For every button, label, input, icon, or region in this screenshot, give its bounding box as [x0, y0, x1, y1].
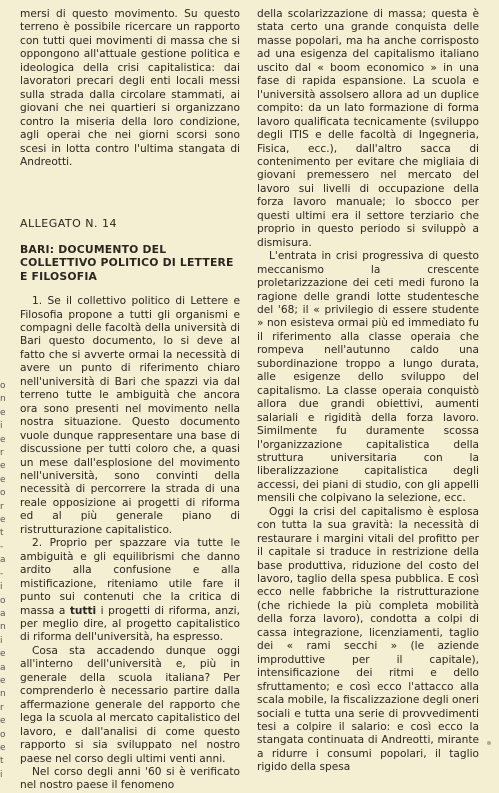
left-margin-fragments [0, 380, 10, 782]
margin-fragment: e [0, 716, 6, 727]
margin-fragment: - [0, 541, 4, 552]
margin-fragment: o [0, 381, 6, 391]
paragraph-2-bold: tutti [69, 604, 97, 617]
section-title: BARI: DOCUMENTO DEL COLLETTIVO POLITICO DI LETTERE E FILOSOFIA [20, 242, 234, 283]
margin-fragment: n [0, 622, 6, 633]
margin-fragment: n [0, 394, 6, 405]
paragraph-2-text-b: i progetti di riforma, anzi, per meglio dire, al progetto capitalistico di riforma dell'università, ha espresso. [20, 604, 240, 644]
margin-fragment: r [0, 702, 4, 713]
margin-fragment: a [0, 608, 6, 619]
margin-fragment: r [0, 448, 4, 459]
margin-fragment: e [0, 434, 6, 445]
margin-fragment: i [0, 635, 3, 646]
paragraph-4: Nel corso degli anni '60 si è verificato nel nostro paese il fenomeno [20, 765, 240, 792]
margin-fragment: i [0, 421, 3, 432]
margin-fragment: o [0, 595, 6, 606]
margin-fragment: e [0, 461, 6, 472]
margin-fragment: r [0, 501, 4, 512]
paragraph-3: Cosa sta accadendo dunque oggi all'interno dell'università e, più in generale della scuola italiana? Per comprenderlo è necessario partire dalla affermazione generale del rapporto che lega la scuola al mercato capitalistico del lavoro, e dall'analisi di come questo rapporto si sia sviluppato nel nostro paese nel corso degli ultimi venti anni. [20, 644, 240, 765]
paragraph-1: 1. Se il collettivo politico di Lettere e Filosofia propone a tutti gli organismi e compagni delle facoltà della università di Bari questo documento, lo si deve al fatto che si avverte ormai la necessità di avere un punto di riferimento chiaro nell'università di Bari che spazzi via dal terreno tutte le ambiguità che ancora ora sono presenti nel movimento nella nostra situazione. Questo documento vuole dunque rappresentare una base di discussione per tutti coloro che, a quasi un mese dall'esplosione del movimento nell'università, sono convinti della necessità di percorrere la strada di una reale opposizione ai progetti di riforma ed al più generale piano di ristrutturazione capitalistico. [20, 295, 240, 536]
paragraph-2 [20, 537, 240, 645]
margin-fragment: e [0, 675, 6, 686]
margin-fragment: t [0, 528, 4, 539]
left-column [20, 8, 240, 793]
margin-fragment: e [0, 407, 6, 418]
margin-fragment: e [0, 649, 6, 660]
margin-fragment: t [0, 756, 4, 767]
section-label: ALLEGATO N. 14 [20, 217, 118, 231]
paragraph-2-text-a: 2. Proprio per spazzare via tutte le ambiguità e gli equilibrismi che danno ardito alla confusione e alla mistificazione, riteniamo utile fare il punto sui contenuti che la critica di massa a [20, 537, 240, 617]
margin-fragment: e [0, 742, 6, 753]
right-paragraph-1: della scolarizzazione di massa; questa è stata certo una grande conquista delle masse popolari, ma ha anche corrisposto ad una esigenza del capitalismo italiano uscito dal « boom economico » in una fase di rapida espansione. La scuola e l'università assolsero allora ad un duplice compito: da un lato formazione di forma lavoro qualificata tecnicamente (sviluppo degli ITIS e delle facoltà di Ingegneria, Fisica, ecc.), dall'altro sacca di contenimento per evitare che migliaia di giovani premessero nel mercato del lavoro sui livelli di occupazione della forza lavoro manuale; lo sbocco per questi ultimi era il settore terziario che proprio in questo periodo si sviluppò a dismisura. [257, 8, 479, 249]
margin-fragment: o [0, 729, 6, 740]
margin-fragment: a [0, 555, 6, 566]
right-paragraph-2: L'entrata in crisi progressiva di questo meccanismo la crescente proletarizzazione dei ceti medi furono la ragione delle grandi lotte studentesche del '68; il « privilegio di essere studente » non esisteva ormai più ed immediato fu il riferimento alla classe operaia che rompeva nell'autunno caldo una subordinazione troppo a lungo durata, alle esigenze dello sviluppo del capitalismo. La classe operaia conquistò allora due grandi obiettivi, aumenti salariali e rigidità della forza lavoro. Similmente fu duramente scossa l'organizzazione capitalistica della struttura universitaria con la liberalizzazione capitalistica degli accessi, dei piani di studio, con gli appelli mensili che colpivano la selezione, ecc. [257, 250, 479, 505]
margin-fragment: - [0, 568, 4, 579]
margin-fragment: e [0, 515, 6, 526]
left-intro-paragraph: mersi di questo movimento. Su questo terreno è possibile ricercare un rapporto con tutti quei movimenti di massa che si oppongono all'attuale gestione politica e ideologica della crisi capitalistica: dai lavoratori precari degli enti locali messi sulla strada dalla circolare stammati, ai giovani che nei quartieri si organizzano contro la miseria della loro condizione, agli operai che nei giorni scorsi sono scesi in lotta contro l'ultima stangata di Andreotti. [20, 8, 240, 168]
page-dot-mark [487, 741, 491, 745]
right-paragraph-3: Oggi la crisi del capitalismo è esplosa con tutta la sua gravità: la necessità di restaurare i margini vitali del profitto per il capitale si traduce in restrizione della base produttiva, riduzione del costo del lavoro, taglio della spesa pubblica. E così ecco nelle fabbriche la ristrutturazione (che richiede la più completa mobilità della forza lavoro), condotta a colpi di cassa integrazione, licenziamenti, taglio dei « rami secchi » (le aziende improduttive per il capitale), intensificazione dei ritmi e dello sfruttamento; e così ecco l'attacco alla scala mobile, la fiscalizzazione degli oneri sociali e tutta una serie di provvedimenti tesi a colpire il salario: e così ecco la stangata continuata di Andreotti, mirante a ridurre i consumi popolari, il taglio rigido della spesa [257, 505, 479, 774]
margin-fragment: n [0, 689, 6, 700]
margin-fragment: a [0, 662, 6, 673]
margin-fragment: i [0, 582, 3, 593]
right-column [257, 8, 479, 775]
margin-fragment: o [0, 488, 6, 499]
margin-fragment: e [0, 474, 6, 485]
margin-fragment: i [0, 769, 3, 780]
